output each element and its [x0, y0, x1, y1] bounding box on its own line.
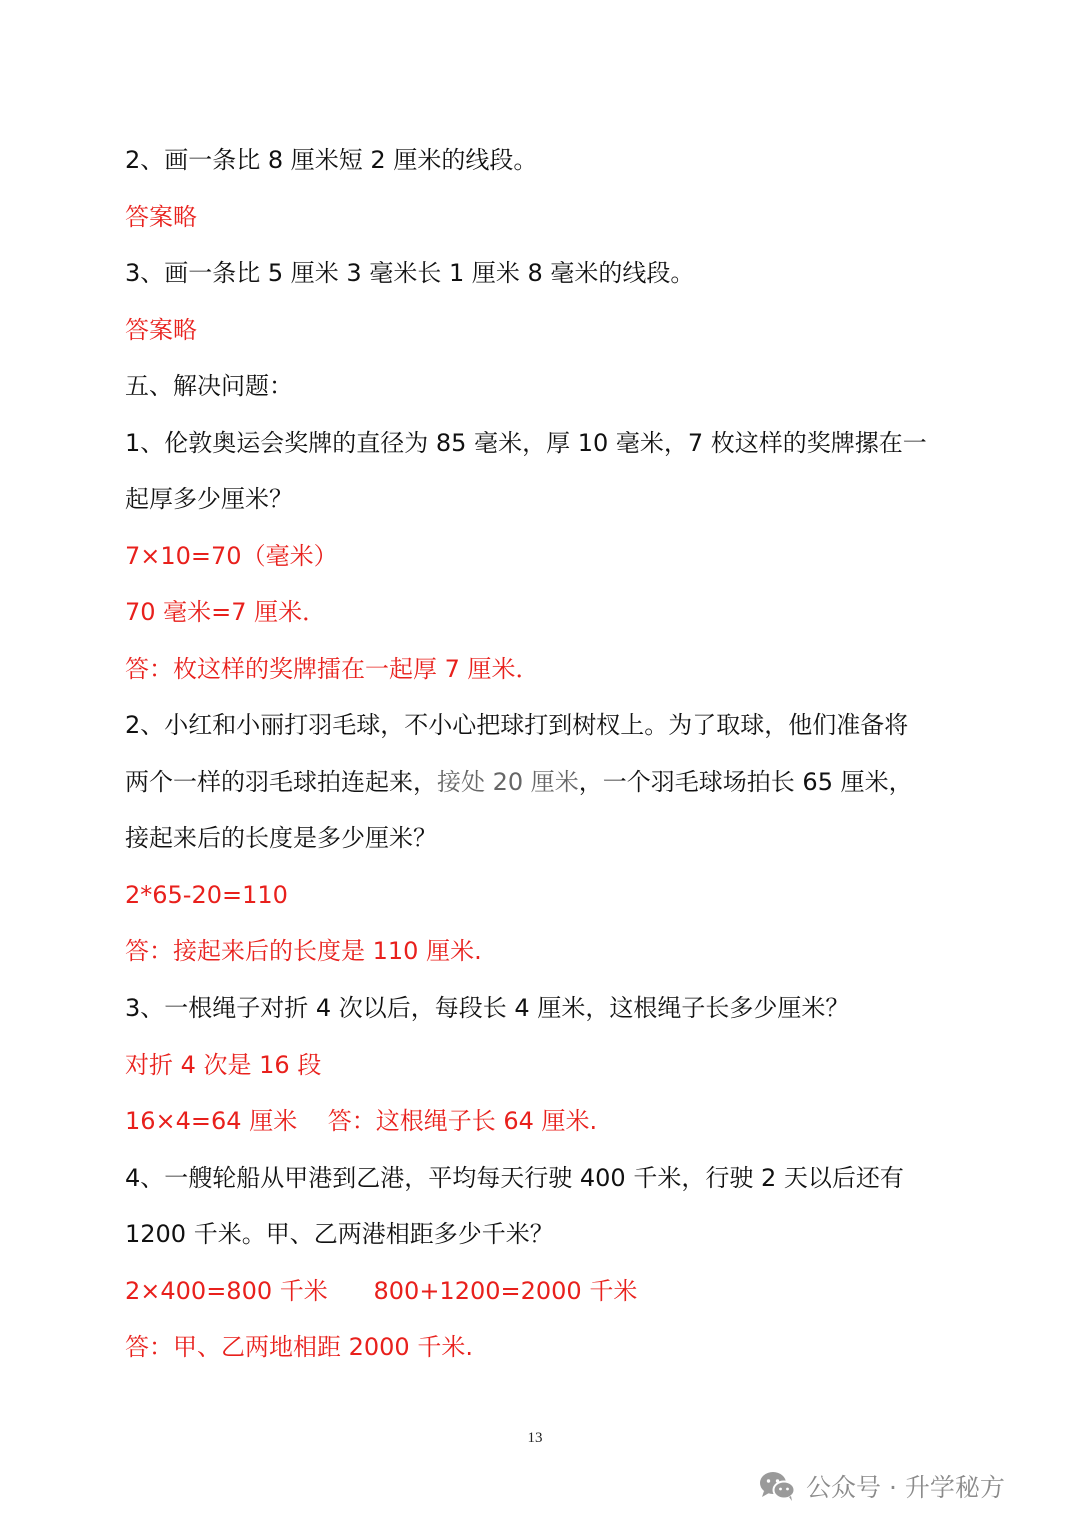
problem-1-answer: 答：枚这样的奖牌擂在一起厚 7 厘米．: [125, 655, 540, 683]
problem-2-joint-note: 接处 20 厘米: [437, 768, 579, 796]
problem-2-line-2-part-1: 两个一样的羽毛球拍连起来，: [125, 768, 437, 796]
problem-3: 3、一根绳子对折 4 次以后，每段长 4 厘米，这根绳子长多少厘米？: [125, 994, 850, 1022]
problem-2-line-3: 接起来后的长度是多少厘米？: [125, 824, 437, 852]
problem-3-solution-step-1: 对折 4 次是 16 段: [125, 1051, 322, 1079]
problem-1-solution-step-2: 70 毫米=7 厘米．: [125, 598, 327, 626]
watermark: [758, 1466, 1005, 1506]
question-3-draw: 3、画一条比 5 厘米 3 毫米长 1 厘米 8 毫米的线段。: [125, 259, 695, 287]
problem-2-solution: 2*65-20=110: [125, 881, 288, 909]
problem-2-answer: 答：接起来后的长度是 110 厘米.: [125, 937, 482, 965]
answer-omitted: 答案略: [125, 203, 197, 231]
watermark-text: 公众号 · 升学秘方: [806, 1473, 1005, 1502]
question-2-draw: 2、画一条比 8 厘米短 2 厘米的线段。: [125, 146, 538, 174]
problem-1-line-1: 1、伦敦奥运会奖牌的直径为 85 毫米，厚 10 毫米，7 枚这样的奖牌摞在一: [125, 429, 927, 457]
problem-4-line-2: 1200 千米。甲、乙两港相距多少千米？: [125, 1220, 554, 1248]
problem-4-line-1: 4、一艘轮船从甲港到乙港，平均每天行驶 400 千米，行驶 2 天以后还有: [125, 1164, 904, 1192]
wechat-icon: [758, 1470, 796, 1502]
answer-omitted: 答案略: [125, 316, 197, 344]
problem-4-answer: 答：甲、乙两地相距 2000 千米.: [125, 1333, 473, 1361]
problem-3-solution-and-answer: 16×4=64 厘米 答：这根绳子长 64 厘米.: [125, 1107, 598, 1135]
problem-1-solution-step-1: 7×10=70（毫米）: [125, 542, 338, 570]
problem-4-solution: 2×400=800 千米 800+1200=2000 千米: [125, 1277, 638, 1305]
problem-1-line-2: 起厚多少厘米？: [125, 485, 293, 513]
problem-2-line-2: [125, 766, 913, 798]
problem-2-line-1: 2、小红和小丽打羽毛球，不小心把球打到树杈上。为了取球，他们准备将: [125, 711, 909, 739]
page-number: 13: [527, 1430, 543, 1446]
section-heading: 五、解决问题：: [125, 372, 293, 400]
problem-2-line-2-part-3: ，一个羽毛球场拍长 65 厘米，: [578, 768, 913, 796]
